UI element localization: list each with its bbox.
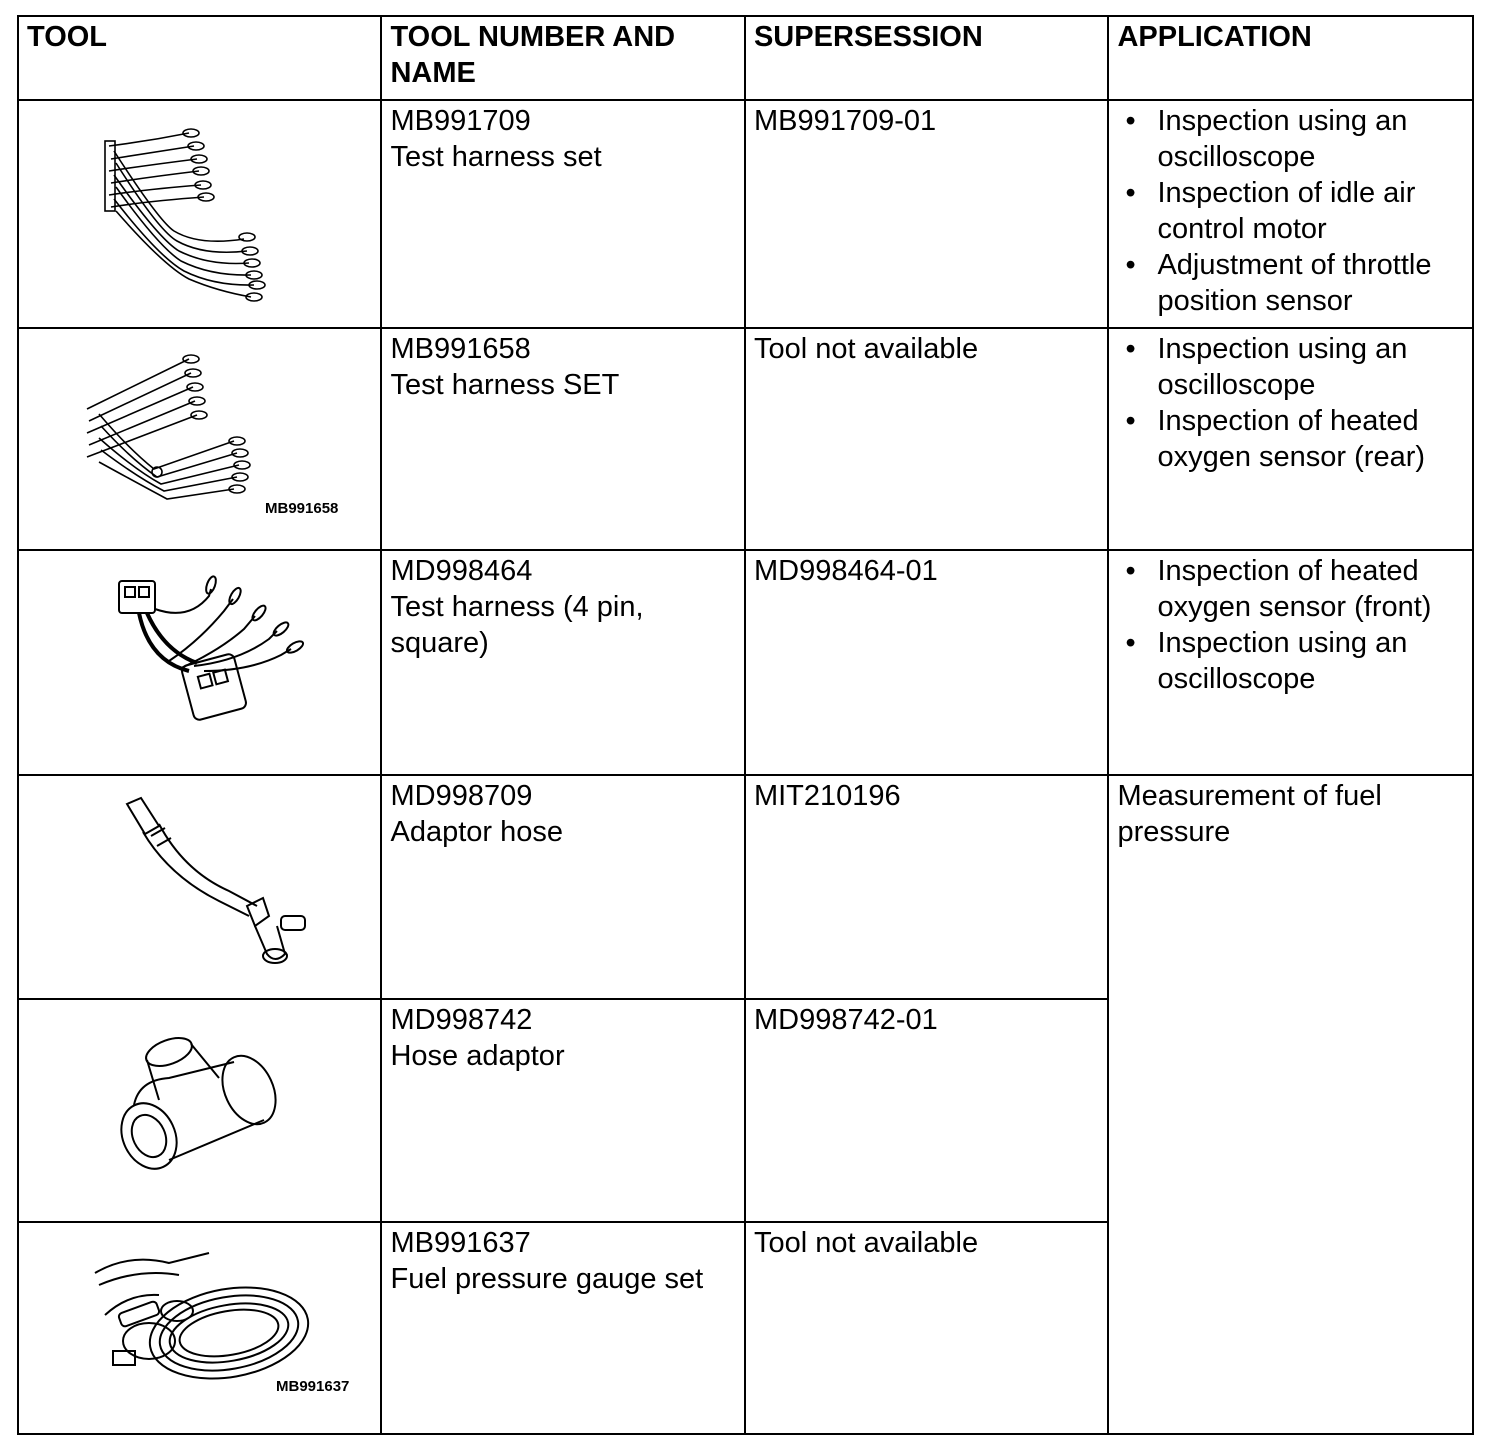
header-tool-number-and-name: TOOL NUMBER AND NAME <box>381 16 744 100</box>
tool-name: Adaptor hose <box>390 816 563 848</box>
tool-number: MD998742 <box>390 1004 533 1036</box>
tool-image-cell <box>18 999 381 1222</box>
tool-image-caption: MB991658 <box>265 500 339 517</box>
tool-name: Test harness set <box>390 141 602 173</box>
tool-number-name-cell <box>381 328 744 550</box>
table-row <box>18 775 1473 999</box>
tool-number-name-cell <box>381 550 744 775</box>
application-cell <box>1108 100 1473 328</box>
tool-name: Test harness (4 pin, square) <box>390 591 644 659</box>
tool-image-caption: MB991637 <box>276 1378 350 1395</box>
application-item: • Inspection using an oscilloscope <box>1119 103 1464 175</box>
supersession-value: Tool not available <box>753 333 979 365</box>
tool-image-cell <box>18 550 381 775</box>
table-row <box>18 328 1473 550</box>
supersession-value: MD998464-01 <box>753 555 938 587</box>
application-list <box>1109 329 1472 475</box>
header-application: APPLICATION <box>1108 16 1473 100</box>
tool-image-cell <box>18 328 381 550</box>
tool-image-cell <box>18 100 381 328</box>
tool-name: Fuel pressure gauge set <box>390 1263 704 1295</box>
application-item: • Inspection of heated oxygen sensor (rear) <box>1119 403 1464 475</box>
special-tools-table <box>17 15 1474 1435</box>
supersession-cell <box>745 100 1108 328</box>
tool-number: MD998464 <box>390 555 533 587</box>
application-item: • Inspection of idle air control motor <box>1119 175 1464 247</box>
supersession-value: MB991709-01 <box>753 105 937 137</box>
tool-number-name-cell <box>381 999 744 1222</box>
tool-image-cell <box>18 1222 381 1434</box>
supersession-cell <box>745 550 1108 775</box>
table-row <box>18 550 1473 775</box>
tool-image-cell <box>18 775 381 999</box>
tool-number: MB991637 <box>390 1227 531 1259</box>
header-supersession: SUPERSESSION <box>745 16 1108 100</box>
table-header-row <box>18 16 1473 100</box>
supersession-value: MIT210196 <box>753 780 901 812</box>
tool-number: MB991658 <box>390 333 531 365</box>
fuel-pressure-gauge-icon <box>19 1223 379 1433</box>
table-row <box>18 100 1473 328</box>
supersession-value: Tool not available <box>753 1227 979 1259</box>
tool-number: MD998709 <box>390 780 533 812</box>
tool-name: Hose adaptor <box>390 1040 565 1072</box>
tool-name: Test harness SET <box>390 369 620 401</box>
adaptor-hose-icon <box>19 776 379 998</box>
application-item: • Inspection of heated oxygen sensor (front) <box>1119 553 1464 625</box>
application-item: • Adjustment of throttle position sensor <box>1119 247 1464 319</box>
supersession-cell <box>745 328 1108 550</box>
application-list <box>1109 101 1472 319</box>
supersession-cell <box>745 999 1108 1222</box>
supersession-cell <box>745 1222 1108 1434</box>
test-harness-set-icon <box>19 101 379 327</box>
application-text: Measurement of fuel pressure <box>1117 780 1382 848</box>
application-cell <box>1108 550 1473 775</box>
supersession-cell <box>745 775 1108 999</box>
header-tool: TOOL <box>18 16 381 100</box>
application-item: • Inspection using an oscilloscope <box>1119 331 1464 403</box>
application-cell <box>1108 775 1473 1434</box>
tool-number-name-cell <box>381 775 744 999</box>
application-list <box>1109 551 1472 697</box>
tool-number-name-cell <box>381 1222 744 1434</box>
hose-adaptor-icon <box>19 1000 379 1220</box>
tool-number: MB991709 <box>390 105 531 137</box>
tool-number-name-cell <box>381 100 744 328</box>
test-harness-connector-icon <box>19 551 379 773</box>
application-cell <box>1108 328 1473 550</box>
supersession-value: MD998742-01 <box>753 1004 938 1036</box>
application-item: • Inspection using an oscilloscope <box>1119 625 1464 697</box>
